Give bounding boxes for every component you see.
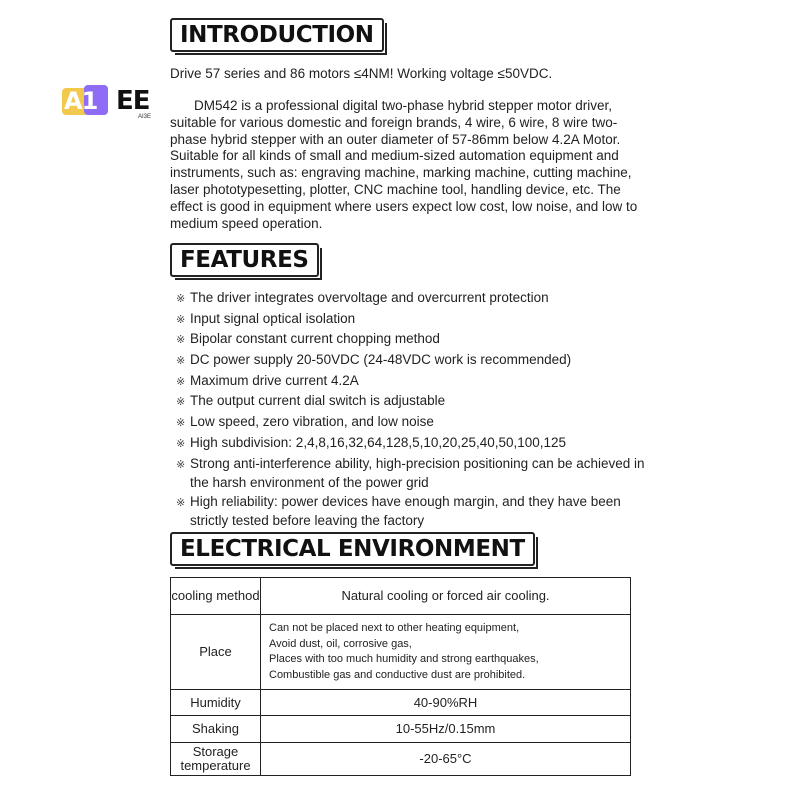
- shaking-value: 10-55Hz/0.15mm: [261, 716, 631, 743]
- intro-body: DM542 is a professional digital two-phase hybrid stepper motor driver, suitable for various domestic and foreign brands, 4 wire, 6 wire, 8 wire two-phase hybrid stepper with an outer diameter of 57-86mm below 4.2A Motor. Suitable for all kinds of small and medium-sized automation equipment and instruments, such as: engraving machine, marking machine, cutting machine, laser phototypesetting, plotter, CNC machine tool, handling device, etc. The effect is good in equipment where users expect low cost, low noise, and low to medium speed operation.: [170, 98, 638, 231]
- storage-label: Storage temperature: [171, 743, 261, 776]
- bullet-mark: ※: [176, 458, 186, 471]
- shaking-label: Shaking: [171, 716, 261, 743]
- place-line: Can not be placed next to other heating equipment,: [269, 622, 520, 634]
- feature-item: ※ The output current dial switch is adjustable: [176, 392, 646, 412]
- cooling-value: Natural cooling or forced air cooling.: [261, 578, 631, 615]
- electrical-environment-heading: ELECTRICAL ENVIRONMENT: [170, 532, 535, 566]
- bullet-mark: ※: [176, 437, 186, 450]
- logo-caption: AI3E: [138, 114, 152, 120]
- bullet-mark: ※: [176, 417, 186, 430]
- bullet-mark: ※: [176, 313, 186, 326]
- feature-item: ※ The driver integrates overvoltage and overcurrent protection: [176, 289, 646, 309]
- table-row: [171, 615, 631, 690]
- intro-summary: Drive 57 series and 86 motors ≤4NM! Working voltage ≤50VDC.: [170, 66, 553, 81]
- place-label: Place: [171, 615, 261, 690]
- table-row: [171, 690, 631, 716]
- features-list: [176, 289, 646, 531]
- place-value: [261, 615, 631, 690]
- feature-item: ※ Maximum drive current 4.2A: [176, 372, 646, 392]
- bullet-mark: ※: [176, 355, 186, 368]
- introduction-heading: INTRODUCTION: [170, 18, 384, 52]
- table-row: [171, 578, 631, 615]
- feature-item: ※ DC power supply 20-50VDC (24-48VDC work is recommended): [176, 351, 646, 371]
- humidity-label: Humidity: [171, 690, 261, 716]
- features-heading: FEATURES: [170, 243, 319, 277]
- bullet-mark: ※: [176, 396, 186, 409]
- feature-item: ※ Bipolar constant current chopping method: [176, 330, 646, 350]
- cooling-label: cooling method: [171, 578, 261, 615]
- feature-item: ※ High subdivision: 2,4,8,16,32,64,128,5,10,20,25,40,50,100,125: [176, 434, 646, 454]
- bullet-mark: ※: [176, 496, 186, 509]
- logo-letters: A1: [64, 87, 98, 115]
- table-row: [171, 743, 631, 776]
- feature-item: ※ Low speed, zero vibration, and low noise: [176, 413, 646, 433]
- place-line: Places with too much humidity and strong earthquakes,: [269, 653, 539, 665]
- place-line: Combustible gas and conductive dust are prohibited.: [269, 668, 526, 681]
- brand-logo: [58, 82, 158, 122]
- humidity-value: 40-90%RH: [261, 690, 631, 716]
- bullet-mark: ※: [176, 293, 186, 305]
- bullet-mark: ※: [176, 375, 186, 388]
- feature-item: ※ Input signal optical isolation: [176, 310, 646, 330]
- feature-item: ※ Strong anti-interference ability, high-precision positioning can be achieved in the harsh environment of the power grid: [176, 455, 645, 490]
- table-row: [171, 716, 631, 743]
- place-line: Avoid dust, oil, corrosive gas,: [269, 637, 412, 650]
- logo-suffix: EE: [116, 86, 150, 116]
- feature-item: ※ High reliability: power devices have enough margin, and they have been strictly tested before leaving the factory: [176, 493, 621, 529]
- bullet-mark: ※: [176, 334, 186, 347]
- environment-table: [170, 577, 631, 776]
- storage-value: -20-65°C: [261, 743, 631, 776]
